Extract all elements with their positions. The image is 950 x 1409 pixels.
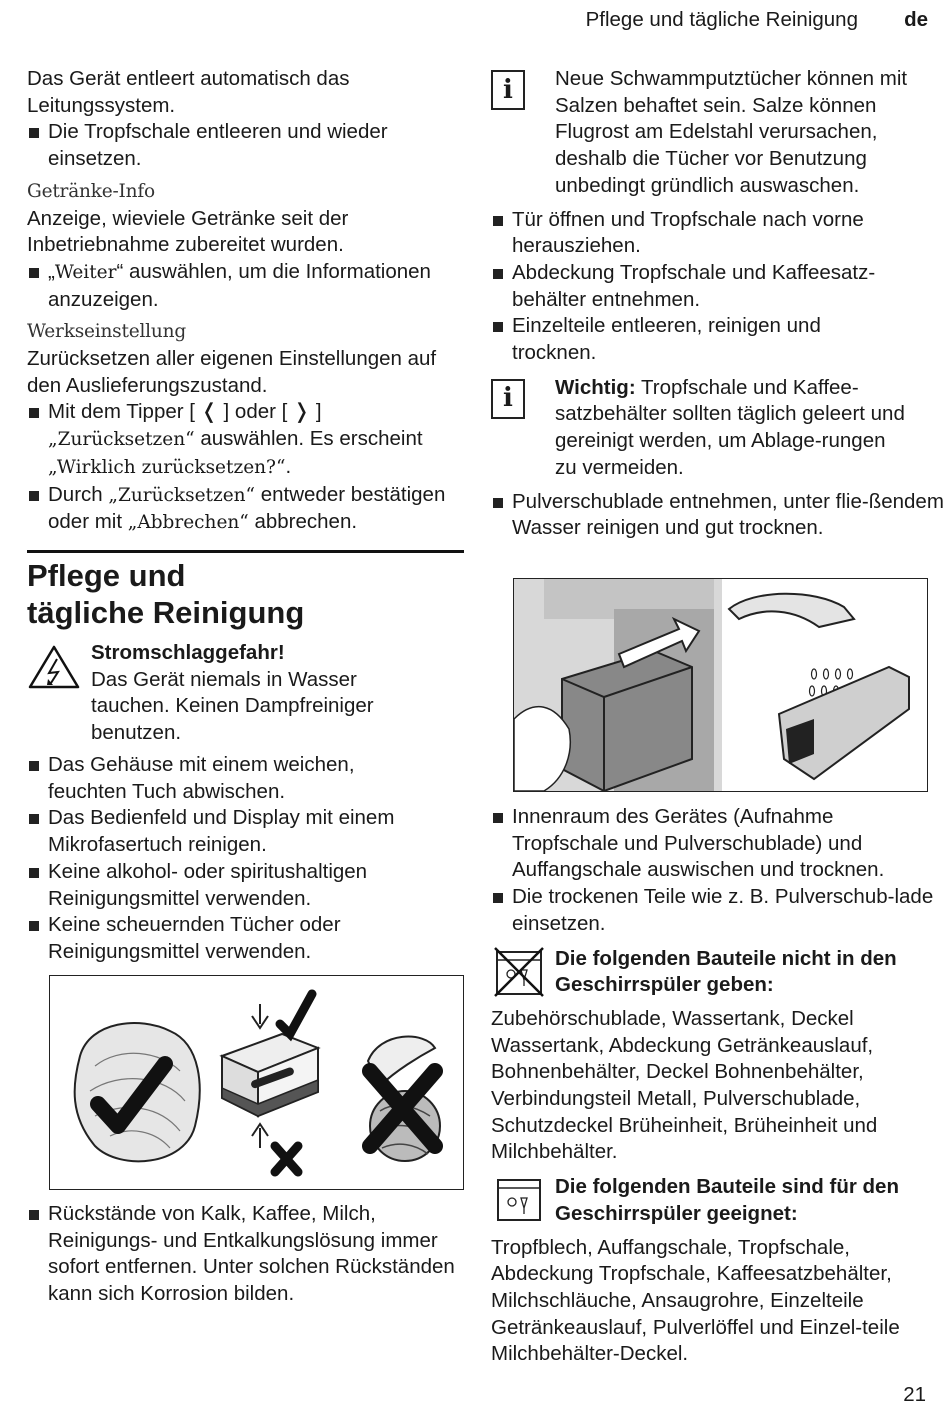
- subheading-factory-setting: Werkseinstellung: [27, 321, 186, 343]
- factory-setting-text: Zurücksetzen aller eigenen Einstellungen auf den Auslieferungszustand.: [27, 347, 437, 397]
- not-dishwasher-safe-note: Die folgenden Bauteile nicht in den Geschirrspüler geben:: [491, 946, 931, 999]
- bullet-housing: Das Gehäuse mit einem weichen, feuchten Tuch abwischen.: [27, 752, 418, 805]
- bullet-insert-parts: Die trockenen Teile wie z. B. Pulverschub-lade einsetzen.: [491, 884, 950, 937]
- x-mark-small-icon: [275, 1146, 298, 1172]
- bullet-no-alcohol: Keine alkohol- oder spiritushaltigen Reinigungsmittel verwenden.: [27, 859, 448, 912]
- section-heading: Pflege und tägliche Reinigung: [27, 558, 305, 630]
- check-mark-small-icon: [280, 994, 312, 1034]
- bullet-control-panel: Das Bedienfeld und Display mit einem Mikrofasertuch reinigen.: [27, 805, 468, 858]
- cleaning-materials-illustration: [49, 975, 464, 1190]
- bullet-wipe-interior: Innenraum des Gerätes (Aufnahme Tropfschale und Pulverschublade) und Auffangschale auswischen und trocknen.: [491, 804, 937, 884]
- bullet-tipper: Mit dem Tipper [ ❬ ] oder [ ❭ ] „Zurücksetzen“ auswählen. Es erscheint „Wirklich zurücksetzen?“.: [27, 399, 467, 481]
- bullet-residue: Rückstände von Kalk, Kaffee, Milch, Reinigungs- und Entkalkungslösung immer sofort entfernen. Unter solchen Rückständen kann sich Korrosion bilden.: [27, 1201, 473, 1308]
- bullet-remove-cover: Abdeckung Tropfschale und Kaffeesatz-behälter entnehmen.: [491, 260, 932, 313]
- page-number: 21: [903, 1383, 926, 1406]
- bullet-powder-drawer: Pulverschublade entnehmen, unter flie-ßendem Wasser reinigen und gut trocknen.: [491, 489, 950, 542]
- right-column-top: [491, 66, 944, 542]
- powder-drawer-illustration: [513, 578, 928, 792]
- language-code: de: [904, 8, 928, 31]
- warning-title: Stromschlaggefahr!: [91, 641, 285, 664]
- info-note-sponge: i Neue Schwammputztücher können mit Salzen behaftet sein. Salze können Flugrost am Edelstahl verursachen, deshalb die Tücher vor Benutzung unbedingt gründlich auswaschen.: [491, 66, 931, 200]
- left-column-top: [27, 66, 467, 537]
- bullet-empty-parts: Einzelteile entleeren, reinigen und trocknen.: [491, 313, 872, 366]
- bullet-select-weiter: „Weiter“ auswählen, um die Informationen anzuzeigen.: [27, 259, 488, 313]
- info-icon: i: [491, 70, 525, 110]
- not-dishwasher-safe-list: Zubehörschublade, Wassertank, Deckel Wassertank, Abdeckung Getränkeauslauf, Bohnenbehälter, Deckel Bohnenbehälter, Verbindungsteil Metall, Pulverschublade, Schutzdeckel Brüheinheit, Brüheinheit und Milchbehälter.: [491, 1006, 878, 1164]
- bullet-empty-tray: Die Tropfschale entleeren und wieder einsetzen.: [27, 119, 448, 172]
- bullet-confirm-reset: Durch „Zurücksetzen“ entweder bestätigen oder mit „Abbrechen“ abbrechen.: [27, 482, 488, 537]
- dishwasher-safe-note: Die folgenden Bauteile sind für den Geschirrspüler geeignet:: [491, 1174, 931, 1227]
- subheading-drink-info: Getränke-Info: [27, 180, 155, 202]
- info-note-important: i Wichtig: Tropfschale und Kaffee-satzbehälter sollten täglich geleert und gereinigt werden, um Ablage-rungen zu vermeiden.: [491, 375, 931, 482]
- bullet-no-abrasive: Keine scheuernden Tücher oder Reinigungsmittel verwenden.: [27, 912, 418, 965]
- dishwasher-safe-icon: [495, 1176, 543, 1224]
- high-voltage-warning-icon: [27, 644, 81, 690]
- running-header-title: Pflege und tägliche Reinigung: [585, 8, 858, 31]
- warning-text: Das Gerät niemals in Wasser tauchen. Keinen Dampfreiniger benutzen.: [91, 667, 374, 745]
- sponge-icon: [222, 1034, 318, 1116]
- right-column-bottom: [491, 804, 934, 1368]
- section-rule: [27, 550, 464, 553]
- arrow-down-icon: [252, 1004, 268, 1028]
- info-icon: i: [491, 379, 525, 419]
- no-dishwasher-icon: [493, 946, 545, 998]
- intro-paragraph: Das Gerät entleert automatisch das Leitungssystem.: [27, 67, 350, 117]
- drink-info-text: Anzeige, wieviele Getränke seit der Inbetriebnahme zubereitet wurden.: [27, 206, 349, 257]
- residue-bullet-block: [27, 1201, 467, 1308]
- arrow-up-icon: [252, 1124, 268, 1148]
- bullet-open-door: Tür öffnen und Tropfschale nach vorne herausziehen.: [491, 207, 912, 260]
- dishwasher-safe-list: Tropfblech, Auffangschale, Tropfschale, Abdeckung Tropfschale, Kaffeesatzbehälter, Milchschläuche, Ansaugrohre, Einzelteile Getränkeauslauf, Pulverlöffel und Einzel-teile Milchbehälter-Deckel.: [491, 1235, 900, 1366]
- electric-shock-warning: [27, 640, 467, 747]
- care-bullets: [27, 752, 467, 966]
